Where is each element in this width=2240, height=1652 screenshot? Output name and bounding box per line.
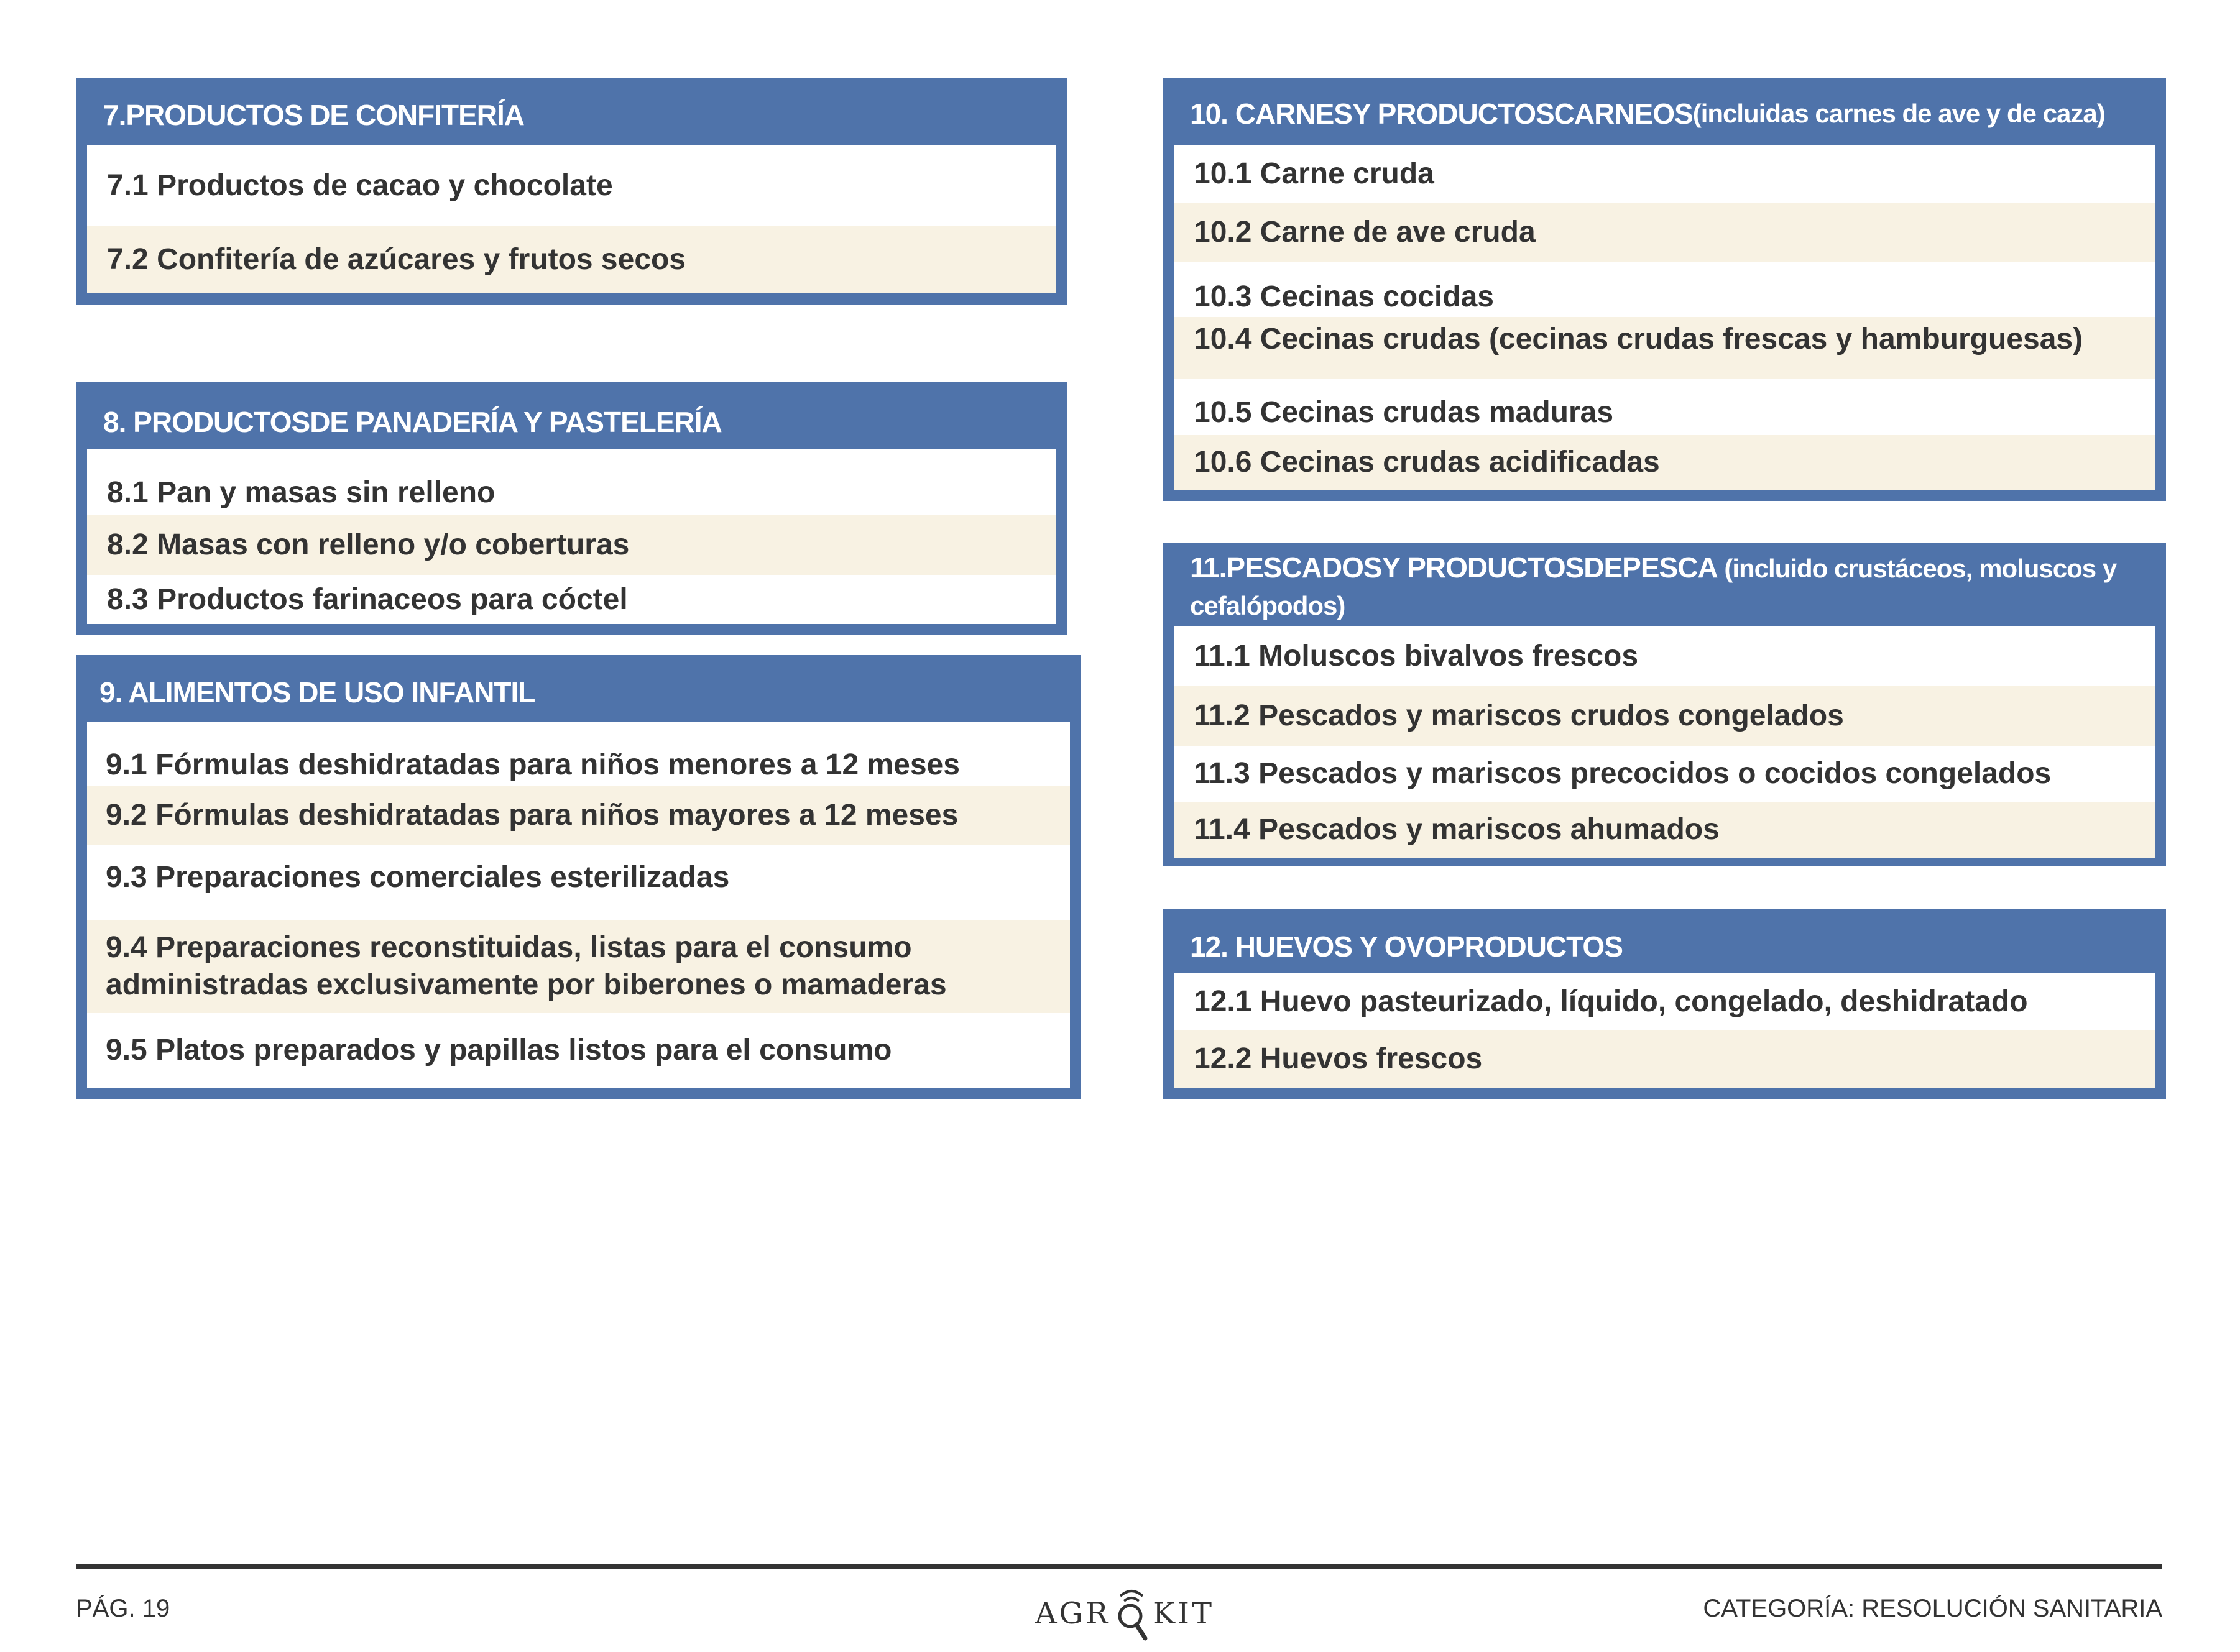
section-9-title-text: 9. ALIMENTOS DE USO INFANTIL — [99, 676, 535, 709]
item-12-1: 12.1 Huevo pasteurizado, líquido, congelado, deshidratado — [1194, 985, 2028, 1018]
section-11-title-text: 11.PESCADOSY PRODUCTOSDEPESCA — [1190, 551, 1718, 584]
section-12-card — [1163, 909, 2166, 1099]
section-11-list — [1174, 626, 2155, 858]
list-item — [1174, 262, 2155, 317]
list-item — [87, 515, 1056, 575]
item-8-1: 8.1 Pan y masas sin relleno — [107, 476, 495, 509]
section-11-card — [1163, 543, 2166, 866]
list-item — [1174, 203, 2155, 262]
logo-text-right: KIT — [1153, 1596, 1214, 1631]
section-7-card — [76, 78, 1067, 305]
section-11-title — [1174, 543, 2155, 626]
section-10-title-sub: (incluidas carnes de ave y de caza) — [1692, 99, 2105, 128]
section-8-list — [87, 449, 1056, 624]
item-10-3: 10.3 Cecinas cocidas — [1194, 280, 1494, 313]
section-11-title-line2: cefalópodos) — [1190, 591, 1345, 620]
section-7-list — [87, 145, 1056, 293]
item-10-5: 10.5 Cecinas crudas maduras — [1194, 396, 1614, 429]
item-11-1: 11.1 Moluscos bivalvos frescos — [1194, 640, 1639, 672]
list-item — [87, 920, 1070, 1013]
footer-divider — [76, 1564, 2162, 1569]
category-label: CATEGORÍA: RESOLUCIÓN SANITARIA — [1703, 1595, 2162, 1622]
item-9-1: 9.1 Fórmulas deshidratadas para niños menores a 12 meses — [106, 748, 960, 781]
list-item — [1174, 1030, 2155, 1088]
list-item — [1174, 626, 2155, 686]
item-11-3: 11.3 Pescados y mariscos precocidos o cocidos congelados — [1194, 757, 2052, 790]
section-12-title — [1174, 909, 2155, 973]
item-12-2: 12.2 Huevos frescos — [1194, 1042, 1483, 1075]
section-8-title-text: 8. PRODUCTOSDE PANADERÍA Y PASTELERÍA — [103, 406, 722, 438]
list-item — [87, 1013, 1070, 1088]
section-8-title — [87, 382, 1056, 449]
agrokit-logo — [1035, 1582, 1222, 1645]
list-item — [87, 226, 1056, 293]
item-8-3: 8.3 Productos farinaceos para cóctel — [107, 582, 628, 616]
item-9-2: 9.2 Fórmulas deshidratadas para niños mayores a 12 meses — [106, 799, 959, 832]
list-item — [1174, 435, 2155, 490]
list-item — [87, 845, 1070, 920]
section-9-list — [87, 722, 1070, 1088]
logo-text-left: AGR — [1035, 1596, 1111, 1631]
item-8-2: 8.2 Masas con relleno y/o coberturas — [107, 528, 630, 561]
item-11-2: 11.2 Pescados y mariscos crudos congelados — [1194, 699, 1844, 732]
list-item — [1174, 686, 2155, 746]
page-number: PÁG. 19 — [76, 1595, 170, 1622]
section-7-title — [87, 78, 1056, 145]
section-10-list — [1174, 145, 2155, 490]
list-item — [87, 145, 1056, 226]
list-item — [1174, 973, 2155, 1030]
list-item — [1174, 145, 2155, 203]
item-9-4-line1: 9.4 Preparaciones reconstituidas, listas para el consumo — [106, 931, 912, 964]
list-item — [1174, 379, 2155, 435]
section-10-title — [1174, 78, 2155, 145]
list-item — [1174, 317, 2155, 379]
section-10-title-text: 10. CARNESY PRODUCTOSCARNEOS — [1190, 98, 1693, 130]
item-7-2: 7.2 Confitería de azúcares y frutos secos — [107, 243, 686, 276]
list-item — [87, 575, 1056, 624]
section-9-card — [76, 655, 1081, 1099]
section-9-title — [87, 655, 1070, 722]
list-item — [1174, 802, 2155, 858]
section-10-card — [1163, 78, 2166, 501]
magnifier-wifi-icon — [1112, 1584, 1151, 1643]
section-12-list — [1174, 973, 2155, 1088]
item-10-6: 10.6 Cecinas crudas acidificadas — [1194, 446, 1660, 479]
section-11-title-line1 — [1190, 549, 2116, 587]
section-12-title-text: 12. HUEVOS Y OVOPRODUCTOS — [1190, 930, 1623, 963]
item-11-4: 11.4 Pescados y mariscos ahumados — [1194, 813, 1720, 846]
section-7-title-text: 7.PRODUCTOS DE CONFITERÍA — [103, 99, 524, 131]
item-9-5: 9.5 Platos preparados y papillas listos para el consumo — [106, 1034, 892, 1067]
list-item — [87, 449, 1056, 515]
item-10-1: 10.1 Carne cruda — [1194, 157, 1434, 190]
item-9-4-line2: administradas exclusivamente por biberones o mamaderas — [106, 968, 947, 1001]
item-9-3: 9.3 Preparaciones comerciales esterilizadas — [106, 861, 730, 894]
item-10-2: 10.2 Carne de ave cruda — [1194, 216, 1536, 249]
item-7-1: 7.1 Productos de cacao y chocolate — [107, 169, 613, 202]
item-10-4: 10.4 Cecinas crudas (cecinas crudas frescas y hamburguesas) — [1194, 323, 2083, 356]
list-item — [87, 722, 1070, 786]
section-8-card — [76, 382, 1067, 635]
list-item — [87, 786, 1070, 845]
list-item — [1174, 746, 2155, 802]
section-11-title-sub: (incluido crustáceos, moluscos y — [1717, 554, 2117, 583]
